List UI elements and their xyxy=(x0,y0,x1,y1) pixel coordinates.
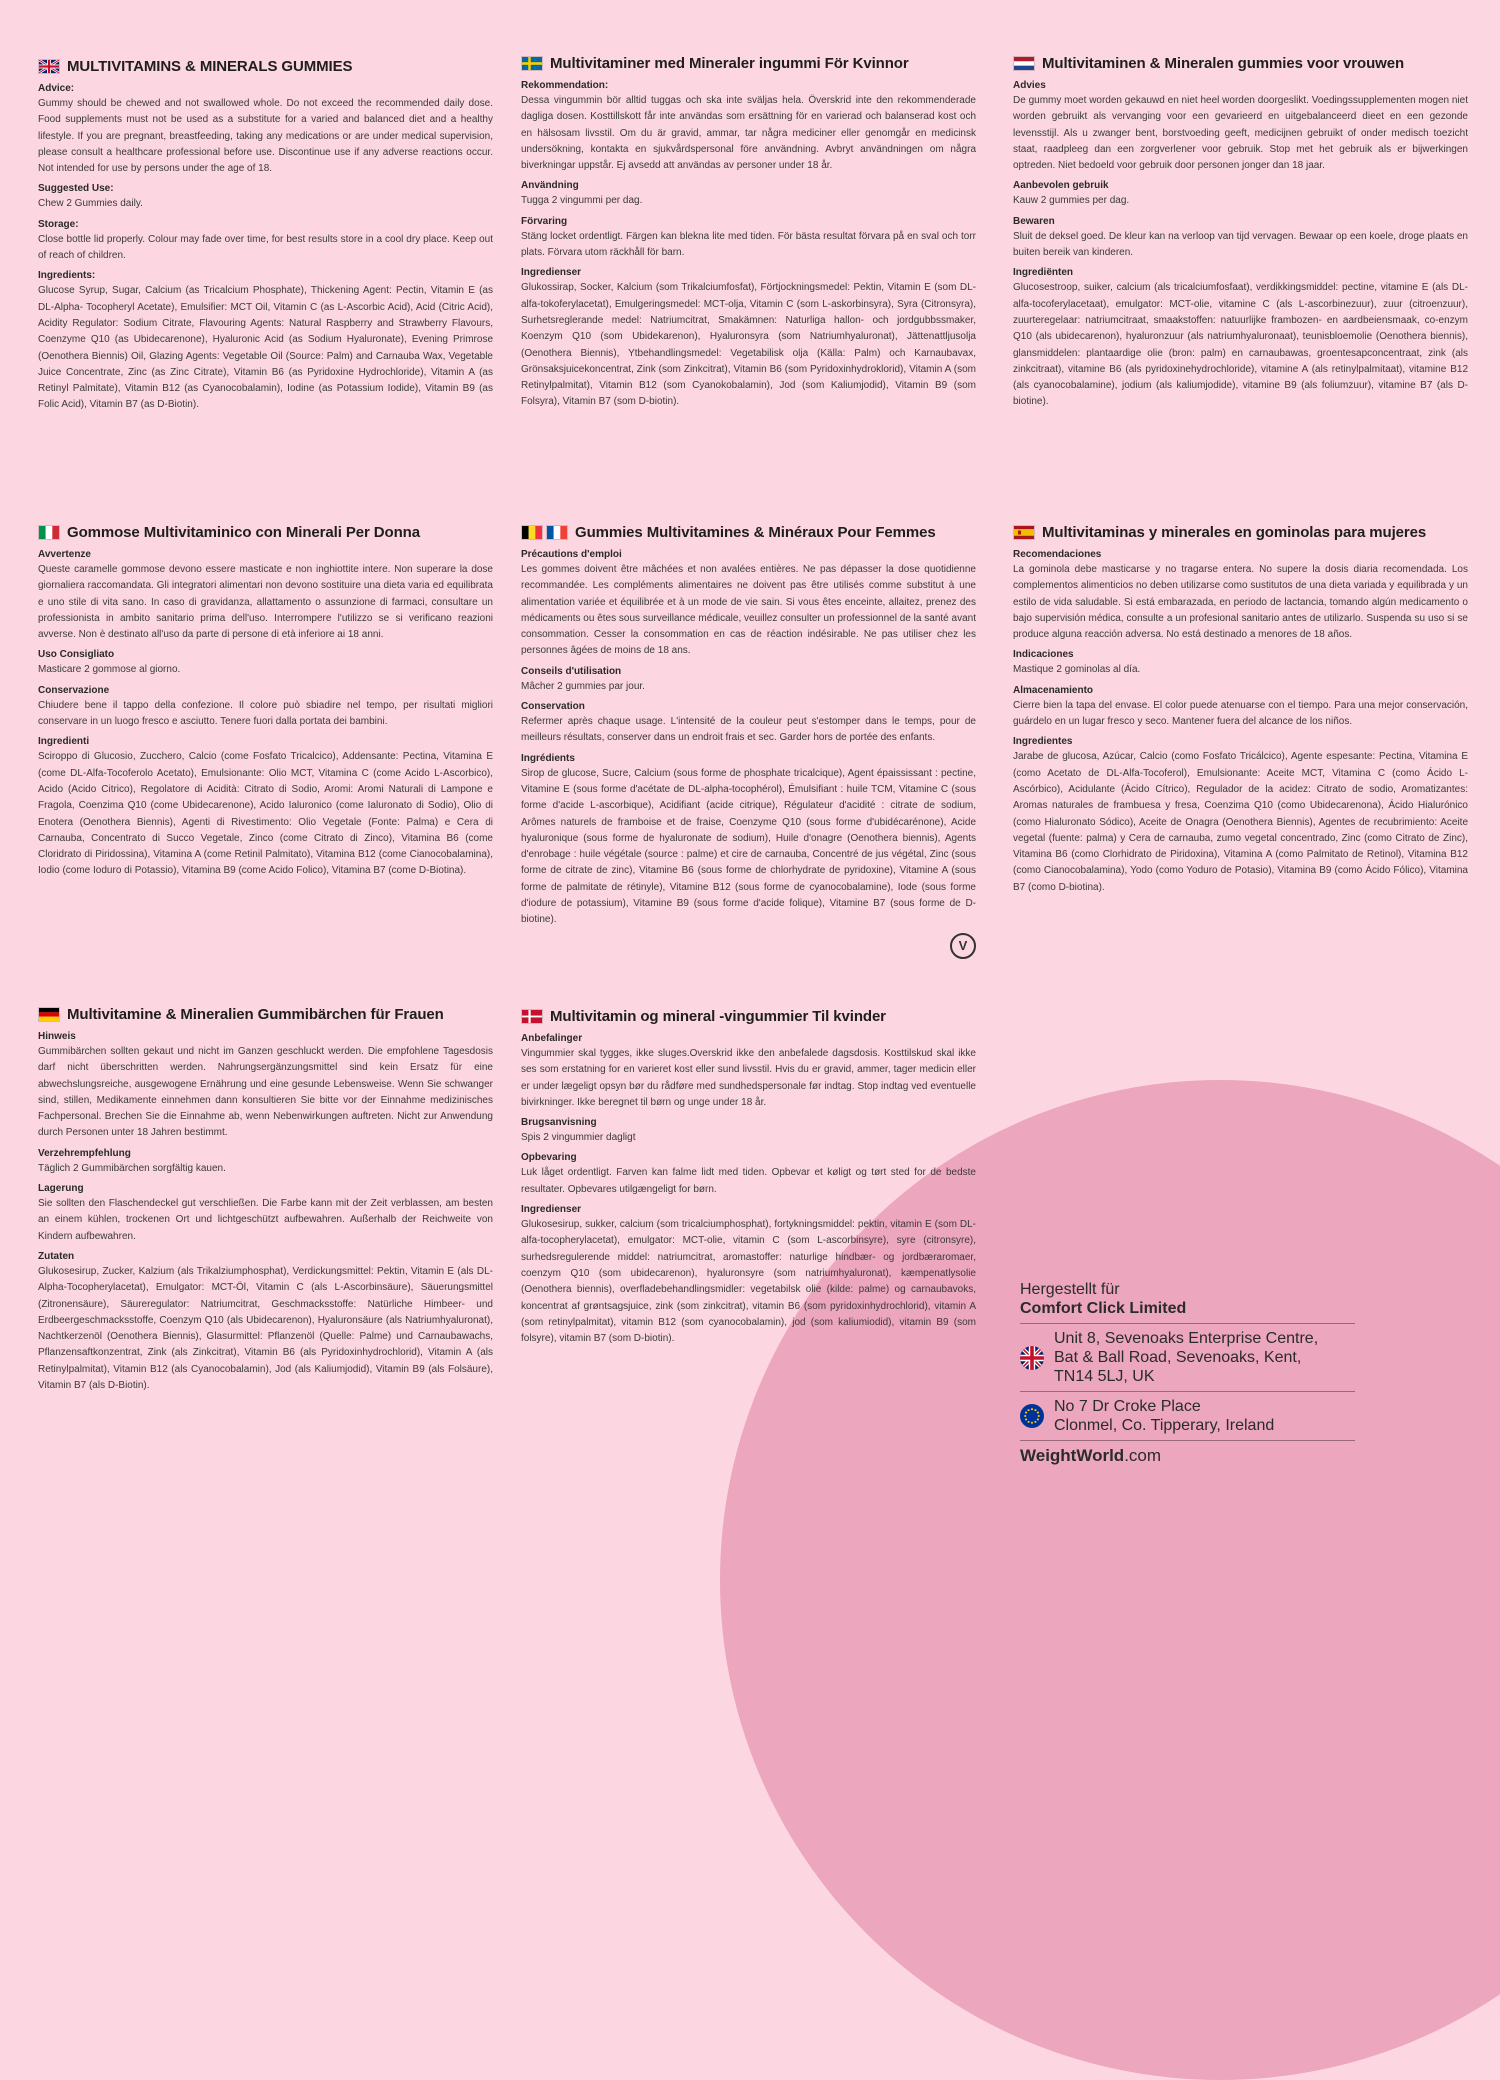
section-heading: Bewaren xyxy=(1013,215,1055,227)
section-heading: Anbefalinger xyxy=(521,1033,583,1044)
eu-star xyxy=(1037,1412,1039,1414)
section-heading: Ingrediënten xyxy=(1013,267,1074,279)
section-text: Mâcher 2 gummies par jour. xyxy=(521,680,645,692)
section-heading: Rekommendation: xyxy=(521,80,609,91)
panel-title-text: Multivitaminer med Mineraler ingummi För Kvinnor xyxy=(550,55,909,72)
flag-uk-icon xyxy=(38,59,60,74)
eu-star xyxy=(1025,1418,1027,1420)
section-heading: Conservation xyxy=(521,701,585,713)
panel-title xyxy=(38,524,493,541)
section-heading: Précautions d'emploi xyxy=(521,549,622,560)
section-text: Stäng locket ordentligt. Färgen kan blekna lite med tiden. För bästa resultat förvara på en sval och torr plats. Förvara utom räckhåll för barn. xyxy=(521,230,976,259)
section-text: Gummy should be chewed and not swallowed whole. Do not exceed the recommended daily dose. Food supplements must not be used as a substitute for a varied and balanced diet and a healthy lifestyle. If you are pregnant, breastfeeding, taking any medications or are under medical supervision, please consult a healthcare professional before use. Discontinue use if any adverse reactions occur. Not intended for use by persons under the age of 18. xyxy=(38,98,493,175)
section-heading: Opbevaring xyxy=(521,1152,577,1164)
panel-title-text: Multivitaminen & Mineralen gummies voor vrouwen xyxy=(1042,55,1405,72)
divider xyxy=(1020,1440,1355,1441)
panel-fr xyxy=(521,524,976,954)
section-text: Luk låget ordentligt. Farven kan falme lidt med tiden. Opbevar et køligt og tørt sted for de bedste resultater. Opbevares utilgængeligt for børn. xyxy=(521,1167,976,1195)
section-text: Glukosesirup, Zucker, Kalzium (als Trikalziumphosphat), Verdickungsmittel: Pektin, Vitamin E (als DL-Alpha-Tocopherylacetat), Emulgator: MCT-Öl, Vitamin C (als L-Ascorbinsäure), Säuerungsmittel (Zitronensäure), Säureregulator: Natriumcitrat, Geschmacksstoffe: Natürliche Himbeer- und Erdbeergeschmacksstoffe, Coenzym Q10 (als Ubidecarenon), Hyaluronsäure (als Natriumhyaluronat), Nachtkerzenöl (Oenothera Biennis), Glasurmittel: Pflanzenöl (Quelle: Palme) und Carnaubawachs, Pflanzensaftkonzentrat, Zink (als Zinkcitrat), Vitamin B6 (als Pyridoxinhydrochlorid), Vitamin A (als Retinylpalmitat), Vitamin B12 (als Cyanocobalamin), Jod (als Kaliumjodid), Vitamin B9 (als Folsäure), Vitamin B7 (als D-Biotin). xyxy=(38,1265,493,1392)
uk-address-line: Bat & Ball Road, Sevenoaks, Kent, xyxy=(1054,1349,1302,1366)
section-text: Glucosestroop, suiker, calcium (als tricalciumfosfaat), verdikkingsmiddel: pectine, vitamine E (als DL-alfa-tocoferylacetaat), emulgator: MCT-olie, vitamine C (als L-ascorbinezuur), zuur (citroenzuur), zuurteregelaar: natriumcitraat, smaakstoffen: natuurlijke frambozen- en aardbeiensmaak, co-enzym Q10 (als ubidecarenon), hyaluronzuur (als natriumhyaluronaat), teunisbloemolie (Oenothera biennis), glansmiddelen: plantaardige olie (bron: palm) en carnaubawas, groentesapconcentraat, zink (als zinkcitraat), vitamine B6 (als pyridoxinehydrochloride), vitamine A (als retinylpalmitaat), vitamine B12 (als cyanocobalamine), jodium (als kaliumjodide), vitamine B9 (als foliumzuur), vitamine B7 (als D-biotine). xyxy=(1013,282,1468,408)
eu-star xyxy=(1028,1409,1030,1411)
panel-title-text: Gummies Multivitamines & Minéraux Pour Femmes xyxy=(575,524,936,541)
panel-title xyxy=(521,524,976,541)
section-text: Glukossirap, Socker, Kalcium (som Trikalciumfosfat), Förtjockningsmedel: Pektin, Vitamin E (som DL-alfa-tokoferylacetat), Emulgeringsmedel: MCT-olja, Vitamin C (som L-askorbinsyra), Syra (Citronsyra), Surhetsreglerande medel: Natriumcitrat, Smakämnen: Naturliga hallon- och jordgubbssmaker, Koenzym Q10 (som Ubidekarenon), Hyaluronsyra (som Natriumhyaluronat), Jättenattljusolja (Oenothera Biennis), Ytbehandlingsmedel: Vegetabilisk olja (Källa: Palm) och Karnaubavax, Grönsaksjuicekoncentrat, Zink (som Zinkcitrat), Vitamin B6 (som Pyridoxinhydroklorid), Vitamin A (som Retinylpalmitat), Vitamin B12 (som Cyanokobalamin), Jod (som Kaliumjodid), Vitamin B9 (som Folsyra), Vitamin B7 (som D-biotin). xyxy=(521,282,976,408)
section-heading: Ingredienti xyxy=(38,736,90,748)
section-text: Masticare 2 gommose al giorno. xyxy=(38,664,181,676)
section-text: Cierre bien la tapa del envase. El color puede atenuarse con el tiempo. Para una mejor conservación, guárdelo en un lugar fresco y seco. Mantener fuera del alcance de los niños. xyxy=(1013,699,1468,728)
section-heading: Lagerung xyxy=(38,1183,84,1195)
eu-star xyxy=(1034,1409,1036,1411)
section-text: Refermer après chaque usage. L'intensité de la couleur peut s'estomper dans le temps, pour de meilleurs résultats, conserver dans un endroit frais et sec. Garder hors de portée des enfants. xyxy=(521,716,976,744)
eu-address-row xyxy=(1020,1397,1355,1435)
section-heading: Conservazione xyxy=(38,684,110,696)
section-heading: Hinweis xyxy=(38,1031,76,1042)
eu-address-line: No 7 Dr Croke Place xyxy=(1054,1398,1201,1415)
section-heading: Almacenamiento xyxy=(1013,684,1094,696)
panel-da xyxy=(521,1008,976,1347)
panel-title-text: MULTIVITAMINS & MINERALS GUMMIES xyxy=(67,58,353,75)
divider xyxy=(1020,1391,1355,1392)
section-text: La gominola debe masticarse y no tragarse entera. No supere la dosis diaria recomendada. Los complementos alimenticios no deben utilizarse como sustitutos de una dieta variada y equilibrada y un estilo de vida saludable. Si está embarazada, en periodo de lactancia, tomando algún medicamento o bajo supervisión médica, consulte a un profesional sanitario antes de utilizarlo. Suspenda su uso si se produce alguna reacción adversa. No está destinado a menores de 18 años. xyxy=(1013,564,1468,641)
section-heading: Ingrédients xyxy=(521,752,575,764)
panel-title xyxy=(1013,55,1468,72)
brand-name: WeightWorld xyxy=(1020,1446,1125,1465)
flags xyxy=(38,1007,60,1022)
section-text: De gummy moet worden gekauwd en niet heel worden doorgeslikt. Voedingssupplementen mogen niet worden gebruikt als vervanging voor een gevarieerd en uitgebalanceerd dieet en een gezonde levensstijl. Als u zwanger bent, borstvoeding geeft, medicijnen gebruikt of onder medisch toezicht staat, raadpleeg dan een zorgverlener voor gebruik. Stop met het gebruik als er bijwerkingen optreden. Niet bedoeld voor gebruik door personen jonger dan 18 jaar. xyxy=(1013,95,1468,172)
section-text: Sirop de glucose, Sucre, Calcium (sous forme de phosphate tricalcique), Agent épaississant : pectine, Vitamine E (sous forme d'acétate de DL-alpha-tocophérol), Émulsifiant : huile TCM, Vitamine C (sous forme d'acide L-ascorbique), Acidifiant (acide citrique), Régulateur d'acidité : citrate de sodium, Arômes naturels de framboise et de fraise, Coenzyme Q10 (sous forme d'ubidécarénone), Acide hyaluronique (sous forme de hyaluronate de sodium), Huile d'onagre (Oenothera biennis), Agents d'enrobage : huile végétale (source : palme) et cire de carnauba, Concentré de jus végétal, Zinc (sous forme de citrate de zinc), Vitamine B6 (sous forme de chlorhydrate de pyridoxine), Vitamine A (sous forme de palmitate de rétinyle), Vitamine B12 (sous forme de cyanocobalamine), Iode (sous forme d'iodure de potassium), Vitamine B9 (sous forme d'acide folique), Vitamine B7 (sous forme de D-biotine). xyxy=(521,767,976,926)
panel-sv xyxy=(521,55,976,411)
section-text: Jarabe de glucosa, Azúcar, Calcio (como Fosfato Tricálcico), Agente espesante: Pectina, Vitamina E (como Acetato de DL-Alfa-Tocoferol), Emulsionante: Aceite MCT, Vitamina C (como Ácido L-Ascórbico), Acidulante (Ácido Cítrico), Regulador de la acidez: Citrato de sodio, Aromatizantes: Aromas naturales de frambuesa y fresa, Coenzima Q10 (como Ubidecarenona), Ácido Hialurónico (como Hialuronato Sódico), Aceite de Onagra (Oenothera Biennis), Agentes de recubrimiento: Aceite vegetal (fuente: palma) y Cera de carnauba, zumo vegetal concentrado, Zinc (como Citrato de Zinc), Vitamina B6 (como Clorhidrato de Piridoxina), Vitamina A (como Palmitato de Retinol), Vitamina B12 (como Cianocobalamina), Yodo (como Yoduro de Potasio), Vitamina B9 (como Ácido Fólico), Vitamina B7 (como D-biotina). xyxy=(1013,751,1468,893)
section-text: Gummibärchen sollten gekaut und nicht im Ganzen geschluckt werden. Die empfohlene Tagesdosis darf nicht überschritten werden. Nahrungsergänzungsmittel sind kein Ersatz für eine abwechslungsreiche, ausgewogene Ernährung und eine gesunde Lebensweise. Wenn Sie schwanger sind, stillen, Medikamente einnehmen dann konsultieren Sie bitte vor der Einnahme medizinisches Fachpersonal. Brechen Sie die Einnahme ab, wenn Nebenwirkungen auftreten. Nicht zur Anwendung durch Personen unter 18 Jahren bestimmt. xyxy=(38,1046,493,1139)
section-heading: Advies xyxy=(1013,80,1046,91)
section-text: Sciroppo di Glucosio, Zucchero, Calcio (come Fosfato Tricalcico), Addensante: Pectina, Vitamina E (come DL-Alfa-Tocoferolo Acetato), Emulsionante: Olio MCT, Vitamina C (come Acido L-Ascorbico), Acido (Acido Citrico), Regolatore di Acidità: Citrato di Sodio, Aromi: Aromi Naturali di Lampone e Fragola, Coenzima Q10 (come Ubidecarenone), Acido Ialuronico (come Ialuronato di Sodio), Olio di Enotera (Oenothera Biennis), Agenti di Rivestimento: Olio Vegetale (Fonte: Palma) e Cera di Carnauba, Concentrato di Succo Vegetale, Zinco (come Citrato di Zinco), Vitamina B6 (come Cloridrato di Piridossina), Vitamina A (come Retinil Palmitato), Vitamina B12 (come Cianocobalamina), Iodio (come Ioduro di Potassio), Vitamina B9 (come Acido Folico), Vitamina B7 (come D-Biotina). xyxy=(38,751,493,877)
section-text: Queste caramelle gommose devono essere masticate e non inghiottite intere. Non superare la dose giornaliera raccomandata. Gli integratori alimentari non devono sostituire una dieta varia ed equilibrata e uno stile di vita sano. In caso di gravidanza, allattamento o assunzione di farmaci, consultare un professionista in ambito sanitario prima dell'uso. Interrompere l'utilizzo se si verificano reazioni avverse. Non è destinato all'uso da parte di persone di età inferiore ai 18 anni. xyxy=(38,564,493,641)
eu-address-line: Clonmel, Co. Tipperary, Ireland xyxy=(1054,1417,1275,1434)
section-heading: Zutaten xyxy=(38,1250,75,1262)
section-heading: Brugsanvisning xyxy=(521,1117,597,1129)
section-text: Tugga 2 vingummi per dag. xyxy=(521,195,643,207)
section-heading: Ingredienser xyxy=(521,1204,582,1216)
section-text: Sie sollten den Flaschendeckel gut verschließen. Die Farbe kann mit der Zeit verblassen, am besten an einem kühlen, trockenen Ort und lichtgeschützt aufbewahren. Außerhalb der Reichweite von Kindern aufbewahren. xyxy=(38,1198,493,1242)
eu-star xyxy=(1025,1412,1027,1414)
flag-belgium-icon xyxy=(521,525,543,540)
flags xyxy=(521,1009,543,1024)
section-heading: Användning xyxy=(521,180,579,192)
panel-nl xyxy=(1013,55,1468,411)
section-heading: Ingredientes xyxy=(1013,736,1073,748)
eu-star xyxy=(1024,1415,1026,1417)
section-text: Mastique 2 gominolas al día. xyxy=(1013,664,1141,676)
flags xyxy=(521,525,568,540)
section-heading: Conseils d'utilisation xyxy=(521,665,622,677)
section-text: Spis 2 vingummier dagligt xyxy=(521,1132,636,1144)
flags xyxy=(521,56,543,71)
flags xyxy=(38,525,60,540)
section-text: Close bottle lid properly. Colour may fade over time, for best results store in a cool dry place. Keep out of reach of children. xyxy=(38,233,493,262)
panel-title xyxy=(1013,524,1468,541)
eu-star xyxy=(1028,1421,1030,1423)
flags xyxy=(38,59,60,74)
section-heading: Ingredients: xyxy=(38,270,96,282)
company-info xyxy=(1020,1280,1355,1466)
section-heading: Recomendaciones xyxy=(1013,549,1102,560)
section-heading: Förvaring xyxy=(521,215,568,227)
section-text: Chew 2 Gummies daily. xyxy=(38,198,143,210)
uk-address-row xyxy=(1020,1329,1355,1386)
panel-title xyxy=(38,1006,493,1023)
brand-website xyxy=(1020,1446,1355,1466)
panel-title-text: Multivitaminas y minerales en gominolas para mujeres xyxy=(1042,524,1427,541)
uk-address-line: TN14 5LJ, UK xyxy=(1054,1368,1155,1385)
brand-domain: .com xyxy=(1124,1446,1162,1465)
flag-denmark-icon xyxy=(521,1009,543,1024)
section-text: Glukosesirup, sukker, calcium (som tricalciumphosphat), fortykningsmiddel: pektin, vitamin E (som DL-alfa-tocopherylacetat), emulgator: MCT-olie, vitamin C (som L-ascorbinsyre), syre (citronsyre), surhedsregulerende middel: natriumcitrat, aromastoffer: naturlige hindbær- og jordbæraromaer, coenzym Q10 (som ubidecarenon), hyaluronsyre (som natriumhyaluronat), kæmpenatlysolie (Oenothera biennis), overfladebehandlingsmidler: vegetabilsk olie (kilde: palme) og carnaubavoks, koncentrat af grøntsagsjuice, zink (som zinkcitrat), vitamin B6 (som pyridoxinhydrochlorid), vitamin A (som retinylpalmitat), vitamin B12 (som cyanocobalamin), jod (som kaliumiodid), vitamin B9 (som folsyre), vitamin B7 (som D-biotin). xyxy=(521,1219,976,1345)
panel-title xyxy=(521,1008,976,1025)
panel-de xyxy=(38,1006,493,1394)
flag-france-icon xyxy=(546,525,568,540)
flag-sweden-icon xyxy=(521,56,543,71)
eu-star xyxy=(1038,1415,1040,1417)
section-heading: Suggested Use: xyxy=(38,183,114,195)
company-name: Comfort Click Limited xyxy=(1020,1300,1187,1317)
flag-eu-round-icon xyxy=(1020,1404,1044,1428)
section-heading: Storage: xyxy=(38,218,79,230)
eu-star xyxy=(1034,1421,1036,1423)
eu-star xyxy=(1031,1408,1033,1410)
section-text: Sluit de deksel goed. De kleur kan na verloop van tijd vervagen. Bewaar op een koele, droge plaats en buiten bereik van kinderen. xyxy=(1013,230,1468,259)
panel-es xyxy=(1013,524,1468,896)
flag-netherlands-icon xyxy=(1013,56,1035,71)
made-for-label: Hergestellt für xyxy=(1020,1281,1120,1298)
divider xyxy=(1020,1323,1355,1324)
section-heading: Uso Consigliato xyxy=(38,649,115,661)
uk-address-line: Unit 8, Sevenoaks Enterprise Centre, xyxy=(1054,1330,1319,1347)
eu-star xyxy=(1037,1418,1039,1420)
section-text: Vingummier skal tygges, ikke sluges.Overskrid ikke den anbefalede dagsdosis. Kosttilskud skal ikke ses som erstatning for en varieret kost eller sund livsstil. Hvis du er gravid, ammer, tager medicin eller er under lægeligt opsyn bør du rådføre med sundhedspersonale før indtag. Stop indtag ved eventuelle bivirkninger. Ikke beregnet til børn og unge under 18 år. xyxy=(521,1048,976,1108)
panel-title-text: Multivitamin og mineral -vingummier Til kvinder xyxy=(550,1008,886,1025)
flag-germany-icon xyxy=(38,1007,60,1022)
panel-title-text: Multivitamine & Mineralien Gummibärchen für Frauen xyxy=(67,1006,444,1023)
section-heading: Ingredienser xyxy=(521,267,582,279)
flags xyxy=(1013,525,1035,540)
panel-title xyxy=(521,55,976,72)
section-text: Täglich 2 Gummibärchen sorgfältig kauen. xyxy=(38,1162,226,1174)
eu-star xyxy=(1031,1422,1033,1424)
flag-italy-icon xyxy=(38,525,60,540)
section-heading: Verzehrempfehlung xyxy=(38,1147,131,1159)
panel-it xyxy=(38,524,493,880)
flags xyxy=(1013,56,1035,71)
panel-en xyxy=(38,58,493,414)
flag-spain-icon xyxy=(1013,525,1035,540)
section-text: Dessa vingummin bör alltid tuggas och ska inte sväljas hela. Överskrid inte den rekommenderade dagliga dosen. Kosttillskott får inte användas som ersättning för en varierad och balanserad kost och en hälsosam livsstil. Om du är gravid, ammar, tar några mediciner eller genomgår en medicinsk undersökning, kontakta en sjukvårdspersonal före användning. Avbryt användningen om några biverkningar uppstår. Ej avsedd att användas av personer under 18 år. xyxy=(521,95,976,172)
section-text: Chiudere bene il tappo della confezione. Il colore può sbiadire nel tempo, per risultati migliori conservare in un luogo fresco e asciutto. Tenere fuori dalla portata dei bambini. xyxy=(38,699,493,728)
flag-uk-round-icon xyxy=(1020,1346,1044,1370)
section-heading: Avvertenze xyxy=(38,549,91,560)
section-text: Glucose Syrup, Sugar, Calcium (as Tricalcium Phosphate), Thickening Agent: Pectin, Vitamin E (as DL-Alpha- Tocopheryl Acetate), Emulsifier: MCT Oil, Vitamin C (as L-Ascorbic Acid), Acid (Citric Acid), Acidity Regulator: Sodium Citrate, Flavouring Agents: Natural Raspberry and Strawberry Flavours, Coenzyme Q10 (as Ubidecarenone), Hyaluronic Acid (as Sodium Hyaluronate), Evening Primrose (Oenothera Biennis) Oil, Glazing Agents: Vegetable Oil (Source: Palm) and Carnauba Wax, Vegetable Juice Concentrate, Zinc (as Zinc Citrate), Vitamin B6 (as Pyridoxine Hydrochloride), Vitamin A (as Retinyl Palmitate), Vitamin B12 (as Cyanocobalamin), Iodine (as Potassium Iodide), Vitamin B9 (as Folic Acid), Vitamin B7 (as D-Biotin). xyxy=(38,285,493,411)
vegan-icon: V xyxy=(950,933,976,959)
section-text: Kauw 2 gummies per dag. xyxy=(1013,195,1130,207)
section-text: Les gommes doivent être mâchées et non avalées entières. Ne pas dépasser la dose quotidienne recommandée. Les compléments alimentaires ne doivent pas être utilisés comme substitut à une alimentation variée et équilibrée et à un mode de vie sain. Si vous êtes enceinte, allaitez, prenez des médicaments ou êtes sous surveillance médicale, veuillez consulter un professionnel de la santé avant consommation. Cesser la consommation en cas de réaction indésirable. Ne pas utiliser chez les personnes âgées de moins de 18 ans. xyxy=(521,564,976,657)
panel-title xyxy=(38,58,493,75)
section-heading: Indicaciones xyxy=(1013,649,1074,661)
section-heading: Advice: xyxy=(38,83,75,94)
section-heading: Aanbevolen gebruik xyxy=(1013,180,1109,192)
panel-title-text: Gommose Multivitaminico con Minerali Per Donna xyxy=(67,524,420,541)
